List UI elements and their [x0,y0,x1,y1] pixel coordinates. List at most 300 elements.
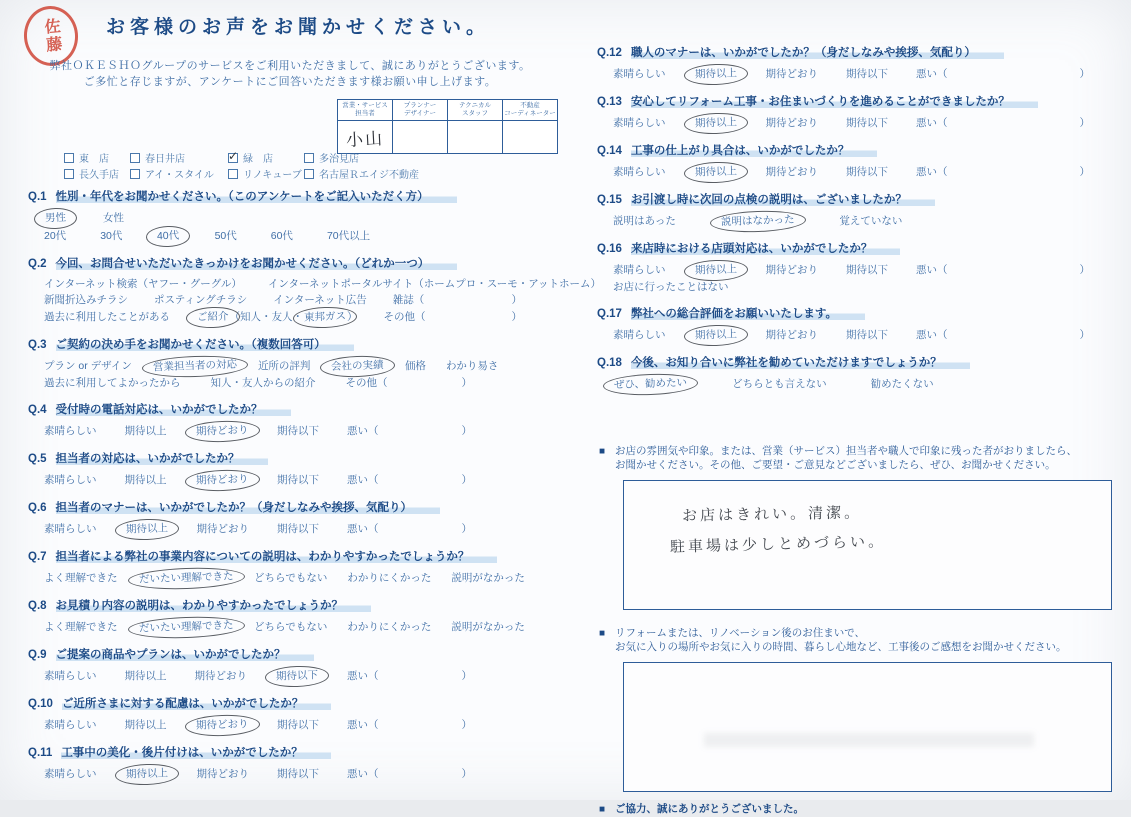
answer-option: 期待どおり [765,68,818,80]
close-paren: ） [461,719,472,731]
option-wrap [846,117,888,130]
questions-right-list [597,46,1125,392]
option-wrap [197,523,250,536]
option-wrap [613,68,666,81]
option-wrap [277,474,319,487]
questions-column-right [597,46,1125,817]
checkbox-checked-icon [228,153,238,163]
option-wrap [766,166,819,179]
option-wrap [613,264,666,277]
option-wrap [44,294,128,307]
option-row [44,620,568,635]
staff-table-header-row [338,100,558,121]
close-paren: ） [1079,329,1090,341]
option-wrap [694,263,738,278]
store-option [130,166,228,181]
selected-answer: 期待どおり [184,469,259,493]
option-wrap [277,425,319,438]
question-header [597,307,1125,322]
answer-option: プラン or デザイン [44,360,132,372]
answer-option: わかり易さ [445,360,499,372]
answer-option: 期待以下 [277,719,319,731]
answer-option: その他（ [345,377,388,389]
question-number: Q.10 [28,698,53,710]
square-bullet-icon: ■ [599,804,606,815]
question-number: Q.13 [597,96,622,108]
answer-option: 新聞折込みチラシ [44,294,128,306]
answer-option: 素晴らしい [44,523,97,535]
answer-option: わかりにくかった [347,621,432,633]
handwritten-staff-name [449,136,501,139]
option-row [44,718,568,733]
option-row [44,377,568,390]
option-wrap [152,359,238,374]
option-wrap [694,328,738,343]
option-wrap [277,523,319,536]
close-paren: ） [461,474,472,486]
option-wrap [846,68,888,81]
question-title: 今回、お問合せいただいたきっかけをお聞かせください。（どれか一つ） [56,258,458,270]
question-header [28,452,568,467]
option-wrap [451,572,525,585]
question-q14 [597,144,1125,180]
answer-option: 悪い（ [347,474,379,486]
option-wrap [271,230,293,243]
question-q13 [597,95,1125,131]
answer-option: 期待どおり [194,670,247,682]
answer-option: 素晴らしい [44,670,97,682]
answer-option: 素晴らしい [44,719,97,731]
question-q2 [28,257,601,325]
question-title: 担当者のマナーは、いかがでしたか？（身だしなみや挨拶、気配り） [56,502,441,514]
option-wrap [839,215,902,228]
answer-option: 期待以上 [124,425,167,437]
question-title: ご提案の商品やプランは、いかがでしたか？ [56,649,314,661]
store-label: 多治見店 [319,153,359,165]
checkbox-icon [130,153,140,163]
question-number: Q.3 [28,339,47,351]
comment-heading-line2: お気に入りの場所やお気に入りの時間、暮らし心地など、工事後のご感想をお聞かせください。 [615,641,1067,653]
option-wrap [195,670,248,683]
answer-option: 説明がなかった [451,572,525,584]
option-wrap [125,425,167,438]
store-option [228,150,304,165]
option-wrap [393,294,425,307]
close-paren: ） [511,311,522,323]
question-title: 性別・年代をお聞かせください。（このアンケートをご記入いただく方） [56,191,457,203]
selected-answer: 東邦ガス [293,306,358,329]
question-header [28,403,568,418]
question-q18 [597,356,1125,392]
option-wrap [766,329,819,342]
question-header [597,46,1125,61]
selected-answer: 期待以上 [683,63,748,86]
answer-option: 悪い（ [347,425,379,437]
option-row [613,281,1125,294]
option-wrap [720,214,796,229]
option-wrap [215,230,237,243]
option-wrap [44,719,97,732]
option-wrap [347,523,379,536]
question-number: Q.2 [28,258,47,270]
answer-option: 悪い（ [347,768,379,780]
comment-heading [597,444,1125,472]
question-title: 弊社への総合評価をお願いいたします。 [631,308,865,320]
answer-option: 期待以下 [277,523,319,535]
question-header [28,257,568,272]
selected-answer: だいたい理解できた [127,615,244,640]
option-wrap [916,68,948,81]
question-title: 担当者の対応は、いかがでしたか？ [56,453,268,465]
option-wrap [44,523,97,536]
option-wrap [254,572,327,585]
option-wrap [303,310,347,325]
staff-table [337,99,558,154]
answer-option: 悪い（ [916,68,948,80]
question-number: Q.9 [28,649,47,661]
square-bullet-icon: ■ [599,628,606,639]
option-wrap [846,166,888,179]
answer-option: 覚えていない [839,215,903,227]
square-bullet-icon: ■ [599,446,606,457]
footer-thanks [597,802,1125,817]
answer-option: 素晴らしい [613,329,666,341]
option-row [613,377,1125,392]
answer-option: 女性 [103,212,124,224]
selected-answer: 期待以上 [683,161,748,184]
questions-column-left [28,190,601,795]
answer-option: どちらでもない [254,621,328,633]
answer-option: 期待以下 [277,768,319,780]
answer-option: 過去に利用してよかったから [44,377,181,389]
question-q12 [597,46,1125,82]
answer-option: 素晴らしい [613,166,666,178]
question-title: 今後、お知り合いに弊社を勧めていただけますでしょうか？ [631,357,970,369]
store-row [64,149,419,165]
answer-option: 期待以下 [277,425,319,437]
answer-option: 近所の評判 [257,360,311,372]
option-wrap [277,768,319,781]
checkbox-icon [304,153,314,163]
answer-option: よく理解できた [44,621,118,633]
selected-answer: 説明はなかった [710,209,806,233]
answer-option: 説明がなかった [451,621,525,633]
store-label: リノキューブ [243,169,302,181]
intro-line2: ご多忙と存じますが、アンケートにご回答いただきます様お願い申し上げます。 [83,76,497,88]
answer-option: 悪い（ [916,329,948,341]
answer-option: 期待以下 [277,474,319,486]
store-option [304,166,419,181]
answer-option: 50代 [214,230,237,242]
store-option [130,150,228,165]
hanko-stamp-text: 佐藤 [41,17,62,55]
question-title: ご契約の決め手をお聞かせください。（複数回答可） [56,339,354,351]
question-title: 工事中の美化・後片付けは、いかがでしたか？ [61,747,331,759]
option-wrap [694,116,738,131]
answer-option: よく理解できた [44,572,118,584]
question-q10 [28,697,568,733]
answer-option: 期待どおり [765,329,818,341]
option-wrap [125,670,167,683]
store-label: アイ・スタイル [145,169,214,181]
option-wrap [347,719,379,732]
option-row [613,165,1125,180]
store-label: 東 店 [79,153,109,165]
answer-option: 期待どおり [765,117,818,129]
option-wrap [100,230,122,243]
comment-heading-line1: リフォームまたは、リノベーション後のお住まいで、 [615,627,866,639]
selected-answer: 営業担当者の対応 [142,354,249,379]
answer-option: 期待どおり [765,264,818,276]
question-number: Q.8 [28,600,47,612]
answer-option: 期待以下 [846,68,888,80]
option-wrap [613,166,666,179]
selected-answer: 会社の実績 [320,355,395,379]
question-header [28,190,568,205]
option-wrap [846,329,888,342]
option-row [613,116,1125,131]
question-number: Q.1 [28,191,47,203]
answer-option: インターネット検索（ヤフー・グーグル） [44,278,242,290]
option-row [44,669,568,684]
close-paren: ） [1079,166,1090,178]
intro-text [34,58,546,90]
option-wrap [44,425,97,438]
question-q5 [28,452,568,488]
option-wrap [766,117,819,130]
answer-option: 悪い（ [347,523,379,535]
answer-option: お店に行ったことはない [613,281,729,293]
option-wrap [613,117,666,130]
answer-option: 期待以上 [124,719,167,731]
option-wrap [347,621,431,634]
answer-option: インターネット広告 [273,294,367,306]
option-wrap [347,768,379,781]
option-wrap [44,311,170,324]
question-number: Q.16 [597,243,622,255]
answer-option: 期待以下 [846,329,888,341]
comment-section-shop-impression [597,444,1125,610]
option-wrap [195,424,250,439]
option-wrap [125,767,169,782]
option-row [613,328,1125,343]
answer-option: （知人・友人・ [229,311,303,323]
answer-option: わかりにくかった [347,572,432,584]
option-wrap [613,215,676,228]
handwritten-comment-line1: お店はきれい。清潔。 [681,504,863,525]
option-wrap [211,377,316,390]
answer-option: 知人・友人からの紹介 [210,377,316,389]
answer-option: 期待以下 [846,117,888,129]
close-paren: ） [461,670,472,682]
answer-option: 悪い（ [347,719,379,731]
scan-artifact [704,733,1034,747]
question-header [28,550,568,565]
option-wrap [258,360,311,373]
staff-column-header: 営業・サービス 担当者 [338,100,393,121]
option-wrap [268,278,601,291]
staff-entry-cell [448,121,503,154]
question-q16 [597,242,1125,294]
answer-option: どちらでもない [254,572,328,584]
option-wrap [44,474,97,487]
option-wrap [916,117,948,130]
option-wrap [156,229,180,244]
selected-answer: 期待以上 [114,518,179,541]
option-wrap [275,669,319,684]
answer-option: 期待以下 [846,166,888,178]
option-row [44,229,568,244]
staff-column-header: 不動産 コーディネーター [503,100,558,121]
answer-option: その他（ [383,311,426,323]
store-row [64,165,419,181]
answer-option: ） [347,311,358,323]
option-wrap [125,522,169,537]
answer-option: 期待どおり [765,166,818,178]
option-row [44,522,568,537]
selected-answer: ぜひ、勧めたい [603,372,699,396]
option-wrap [197,768,250,781]
question-number: Q.5 [28,453,47,465]
answer-option: 素晴らしい [44,425,97,437]
option-wrap [195,718,250,733]
option-wrap [196,310,230,325]
question-q15 [597,193,1125,229]
store-option [304,150,419,165]
option-row [613,263,1125,278]
close-paren: ） [1079,264,1090,276]
comment-heading-text [615,626,1067,654]
answer-option: 素晴らしい [44,474,97,486]
option-wrap [613,329,666,342]
store-checkbox-group [64,149,419,181]
comment-heading-line2: お聞かせください。その他、ご要望・ご意見などございましたら、ぜひ、お聞かせください。 [615,459,1056,471]
option-wrap [846,264,888,277]
question-number: Q.6 [28,502,47,514]
option-wrap [732,378,827,391]
selected-answer: 期待どおり [184,420,259,444]
question-number: Q.14 [597,145,622,157]
question-header [28,338,568,353]
option-wrap [405,360,426,373]
selected-answer: 期待以上 [683,324,748,347]
answer-option: 素晴らしい [613,68,666,80]
checkbox-icon [64,153,74,163]
store-label: 春日井店 [145,153,185,165]
close-paren: ） [461,768,472,780]
close-paren: ） [1079,117,1090,129]
answer-option: 悪い（ [916,117,948,129]
option-row [44,278,601,291]
question-title: 担当者による弊社の事業内容についての説明は、わかりやすかったでしょうか？ [56,551,498,563]
question-title: 安心してリフォーム工事・お住まいづくりを進めることができましたか？ [631,96,1038,108]
question-number: Q.7 [28,551,47,563]
answer-option: 70代以上 [326,230,371,242]
option-wrap [195,473,250,488]
comment-heading [597,626,1125,654]
question-header [28,697,568,712]
store-option [64,150,130,165]
option-wrap [125,719,167,732]
answer-option: 悪い（ [916,166,948,178]
question-q6 [28,501,568,537]
option-wrap [44,670,97,683]
staff-column-header: プランナー デザイナー [393,100,448,121]
question-number: Q.11 [28,747,53,759]
answer-option: 雑誌（ [392,294,425,306]
question-header [597,356,1125,371]
close-paren: ） [1079,68,1090,80]
answer-option: 期待以上 [124,670,167,682]
answer-option: 期待どおり [196,523,249,535]
option-wrap [916,166,948,179]
option-wrap [103,212,124,225]
option-wrap [446,360,499,373]
option-wrap [138,571,235,586]
answer-option: 素晴らしい [44,768,97,780]
selected-answer: 期待以上 [114,763,179,786]
handwritten-staff-name [504,136,556,139]
option-wrap [613,281,729,294]
question-header [28,648,568,663]
handwritten-staff-name: 小山 [345,128,385,150]
option-wrap [44,621,118,634]
question-title: お引渡し時に次回の点検の説明は、ございましたか？ [631,194,935,206]
question-number: Q.18 [597,357,622,369]
staff-column-header: テクニカル スタッフ [448,100,503,121]
selected-answer: 期待以上 [683,112,748,135]
option-row [44,473,568,488]
option-wrap [230,311,304,324]
option-wrap [138,620,235,635]
answer-option: 悪い（ [916,264,948,276]
option-wrap [327,230,370,243]
question-number: Q.15 [597,194,622,206]
comment-section-after-reform [597,626,1125,792]
option-wrap [871,378,934,391]
option-wrap [613,377,688,392]
handwritten-comment-line2: 駐車場は少しとめづらい。 [669,533,887,556]
store-label: 長久手店 [79,169,119,181]
question-header [597,193,1125,208]
question-header [28,599,568,614]
option-wrap [346,377,388,390]
option-wrap [347,474,379,487]
answer-option: どちらとも言えない [732,378,827,390]
option-wrap [154,294,247,307]
question-number: Q.4 [28,404,47,416]
option-wrap [766,68,819,81]
comment-heading-line1: お店の雰囲気や印象。または、営業（サービス）担当者や職人で印象に残った者がおりましたら、 [615,445,1078,457]
close-paren: ） [511,294,522,306]
option-wrap [254,621,327,634]
option-wrap [125,474,167,487]
close-paren: ） [461,425,472,437]
answer-option: 勧めたくない [870,378,934,390]
option-wrap [330,359,385,374]
checkbox-icon [64,169,74,179]
answer-option: インターネットポータルサイト（ホームプロ・スーモ・アットホーム） [267,278,601,290]
checkbox-icon [228,169,238,179]
handwritten-staff-name [394,136,446,139]
answer-option: 期待どおり [196,768,249,780]
option-wrap [44,211,67,226]
selected-answer: だいたい理解できた [127,566,244,591]
question-header [597,242,1125,257]
option-wrap [44,360,132,373]
selected-answer: 男性 [34,207,78,229]
option-wrap [694,165,738,180]
